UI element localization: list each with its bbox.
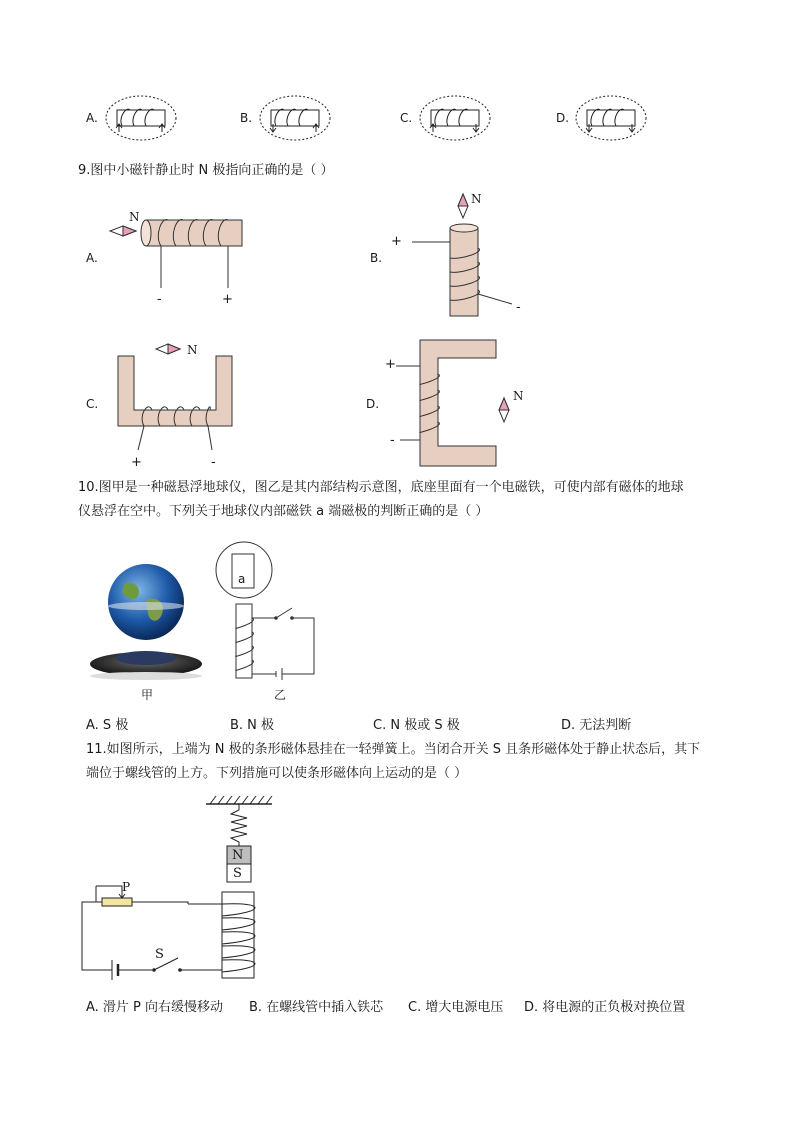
q9-c-needle-n: N: [187, 343, 198, 357]
q9-d-needle-n: N: [513, 389, 524, 403]
q8-option-a-figure: [104, 88, 178, 148]
q11-option-c[interactable]: C. 增大电源电压: [408, 1000, 504, 1015]
q9-a-minus: -: [157, 292, 162, 307]
q9-b-needle-n: N: [471, 192, 482, 206]
globe-photo: [86, 562, 206, 682]
q8-option-c-figure: [418, 88, 492, 148]
q9-c-minus: -: [211, 455, 216, 470]
q11-stem-line2: 端位于螺线管的上方。下列措施可以使条形磁体向上运动的是（ ）: [86, 766, 468, 781]
q9-option-c-figure: [110, 342, 250, 462]
q9-option-b-figure: [402, 190, 532, 326]
q9-option-a-label[interactable]: A.: [86, 251, 98, 265]
q9-stem: 9.图中小磁针静止时 N 极指向正确的是（ ）: [78, 163, 334, 178]
q11-stem-line1: 11.如图所示，上端为 N 极的条形磁体悬挂在一轻弹簧上。当闭合开关 S 且条形磁体处于静止状态后，其下: [86, 742, 701, 757]
switch-s-label: S: [155, 947, 164, 962]
q8-option-a-label[interactable]: A.: [86, 111, 98, 125]
q9-option-c-label[interactable]: C.: [86, 397, 99, 411]
q9-option-b-label[interactable]: B.: [370, 251, 383, 265]
q10-stem-line1: 10.图甲是一种磁悬浮地球仪，图乙是其内部结构示意图，底座里面有一个电磁铁，可使内部有磁体的地球: [78, 480, 684, 495]
magnet-n-pole: N: [232, 848, 244, 863]
q9-b-plus: +: [391, 234, 402, 249]
q9-a-plus: +: [222, 292, 233, 307]
q9-d-plus: +: [385, 357, 396, 372]
magnet-s-pole: S: [233, 866, 242, 881]
q10-option-a[interactable]: A. S 极: [86, 718, 129, 733]
q11-option-b[interactable]: B. 在螺线管中插入铁芯: [249, 1000, 384, 1015]
q8-option-c-label[interactable]: C.: [400, 111, 413, 125]
q9-option-d-figure: [386, 336, 526, 470]
q8-option-d-label[interactable]: D.: [556, 111, 570, 125]
q10-option-c[interactable]: C. N 极或 S 极: [373, 718, 460, 733]
q10-stem-line2: 仪悬浮在空中。下列关于地球仪内部磁铁 a 端磁极的判断正确的是（ ）: [78, 504, 489, 519]
q10-option-d[interactable]: D. 无法判断: [561, 718, 632, 733]
q8-option-d-figure: [574, 88, 648, 148]
q9-b-minus: -: [516, 300, 521, 315]
q9-option-d-label[interactable]: D.: [366, 397, 380, 411]
q9-d-minus: -: [390, 433, 395, 448]
q11-option-d[interactable]: D. 将电源的正负极对换位置: [524, 1000, 686, 1015]
caption-yi: 乙: [274, 688, 287, 702]
q10-option-b[interactable]: B. N 极: [230, 718, 275, 733]
q9-c-plus: +: [131, 455, 142, 470]
q8-option-b-figure: [258, 88, 332, 148]
electromagnet-diagram: [206, 538, 326, 688]
slider-p-label: P: [122, 880, 131, 894]
q11-option-a[interactable]: A. 滑片 P 向右缓慢移动: [86, 1000, 224, 1015]
magnet-a-label: a: [238, 572, 246, 586]
caption-jia: 甲: [141, 688, 154, 702]
q9-a-needle-n: N: [129, 210, 140, 224]
q8-option-b-label[interactable]: B.: [240, 111, 253, 125]
spring-solenoid-circuit: [76, 794, 276, 986]
